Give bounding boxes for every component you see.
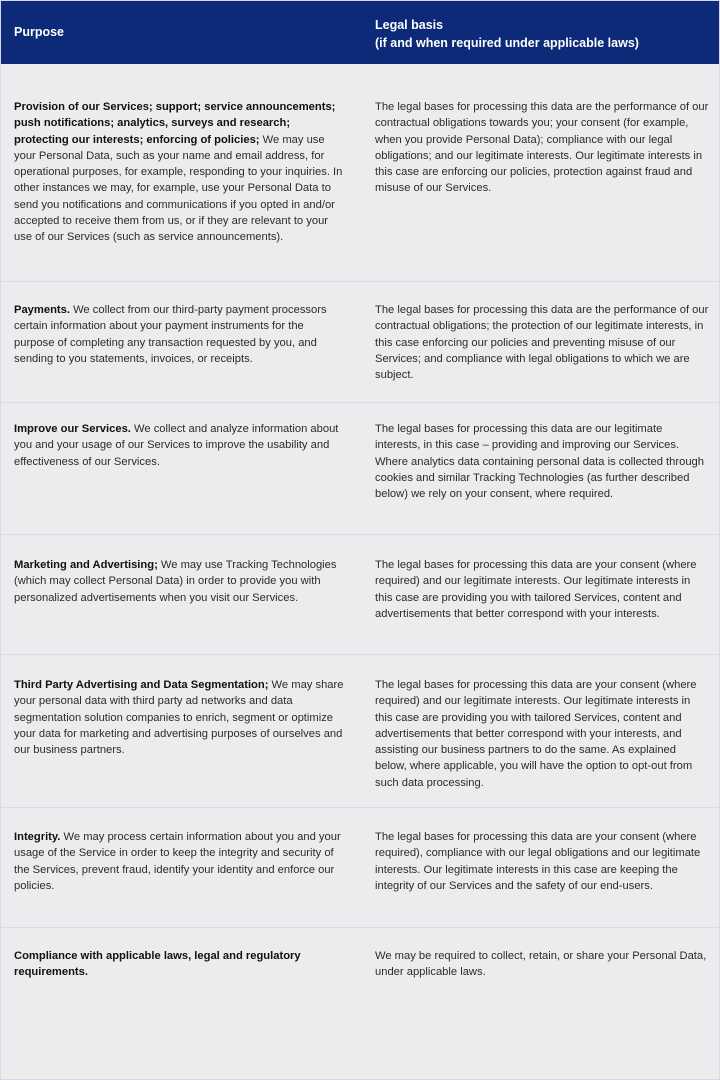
purpose-column-header: Purpose — [14, 25, 65, 39]
legal-basis-cell: The legal bases for processing this data are our legitimate interests, in this case – providing and improving our Services. Where analytics data containing personal data is collected through cookies and similar Tracking Technologies (as further described below) we rely on your consent, where required. — [375, 423, 704, 501]
legal-basis-cell: We may be required to collect, retain, or share your Personal Data, under applicable laws. — [375, 950, 707, 979]
table-row — [1, 64, 719, 282]
purpose-cell — [14, 829, 344, 894]
purpose-cell — [14, 99, 344, 246]
legal-basis-cell: The legal bases for processing this data are the performance of our contractual obligations towards you; your consent (for example, when you provide Personal Data); compliance with our legal obligations; and our legitimate interests. Our legitimate interests in this case are enforcing our policies, protection against fraud and misuse of our Services. — [375, 101, 709, 195]
legal-basis-cell: The legal bases for processing this data are your consent (where required), compliance with our legal obligations and our legitimate interests. Our legitimate interests in this case are keeping the integrity of our Services and the safety of our end-users. — [375, 831, 701, 892]
purpose-title: Provision of our Services; support; service announcements; push notifications; analytics, surveys and research; protecting our interests; enforcing of policies; — [14, 101, 336, 146]
purpose-title: Marketing and Advertising; — [14, 559, 158, 571]
purpose-title: Compliance with applicable laws, legal and regulatory requirements. — [14, 950, 301, 979]
purpose-cell — [14, 948, 344, 981]
table-row — [1, 403, 719, 535]
purpose-text: We may share your personal data with third party ad networks and data segmentation solution companies to enrich, segment or optimize your data for marketing and advertising purposes of ourselves and our business partners. — [14, 679, 344, 757]
purpose-title: Payments. — [14, 304, 70, 316]
table-row — [1, 535, 719, 655]
table-row — [1, 928, 719, 1079]
purpose-text: We collect and analyze information about you and your usage of our Services to improve the usability and effectiveness of our Services. — [14, 423, 339, 468]
purpose-title: Third Party Advertising and Data Segmentation; — [14, 679, 269, 691]
legal-basis-cell: The legal bases for processing this data are your consent (where required) and our legitimate interests. Our legitimate interests in this case are providing you with tailored Services, content and advertisements that better correspond with your interests, and assisting our business partners to do the same. As explained below, where applicable, you will have the option to opt-out from such data processing. — [375, 679, 697, 789]
purpose-text: We may use Tracking Technologies (which may collect Personal Data) in order to provide you with personalized advertisements when you visit our Services. — [14, 559, 337, 604]
legal-basis-cell: The legal bases for processing this data are your consent (where required) and our legitimate interests. Our legitimate interests in this case are providing you with tailored Services, content and advertisements that better correspond with your interests. — [375, 559, 697, 620]
purpose-text: We may process certain information about you and your usage of the Service in order to keep the integrity and security of the Services, prevent fraud, identify your identity and enforce our policies. — [14, 831, 341, 892]
purpose-cell — [14, 421, 344, 470]
table-row — [1, 655, 719, 808]
table-header — [1, 1, 719, 64]
purpose-cell — [14, 302, 344, 367]
purpose-text: We may use your Personal Data, such as your name and email address, for operational purposes, for example, responding to your inquiries. In other instances we may, for example, use your Personal Data to send you notifications and communications if you opted in and/or accepted to receive them from us, or if they are relevant to your use of our Services (such as service announcements). — [14, 133, 343, 244]
purpose-cell — [14, 677, 344, 758]
purpose-cell — [14, 557, 344, 606]
legal-basis-cell: The legal bases for processing this data are the performance of our contractual obligations; the protection of our legitimate interests, in this case enforcing our policies and preventing misuse of our Services; and compliance with legal obligations to which we are subject. — [375, 304, 709, 382]
table-row — [1, 808, 719, 928]
purpose-title: Integrity. — [14, 831, 61, 843]
purpose-title: Improve our Services. — [14, 423, 131, 435]
table-row — [1, 282, 719, 403]
legal-basis-column-header: Legal basis (if and when required under applicable laws) — [375, 18, 639, 50]
purpose-text: We collect from our third-party payment processors certain information about your payment instruments for the purpose of completing any transaction requested by you, and sending to you statements, invoices, or receipts. — [14, 304, 327, 365]
